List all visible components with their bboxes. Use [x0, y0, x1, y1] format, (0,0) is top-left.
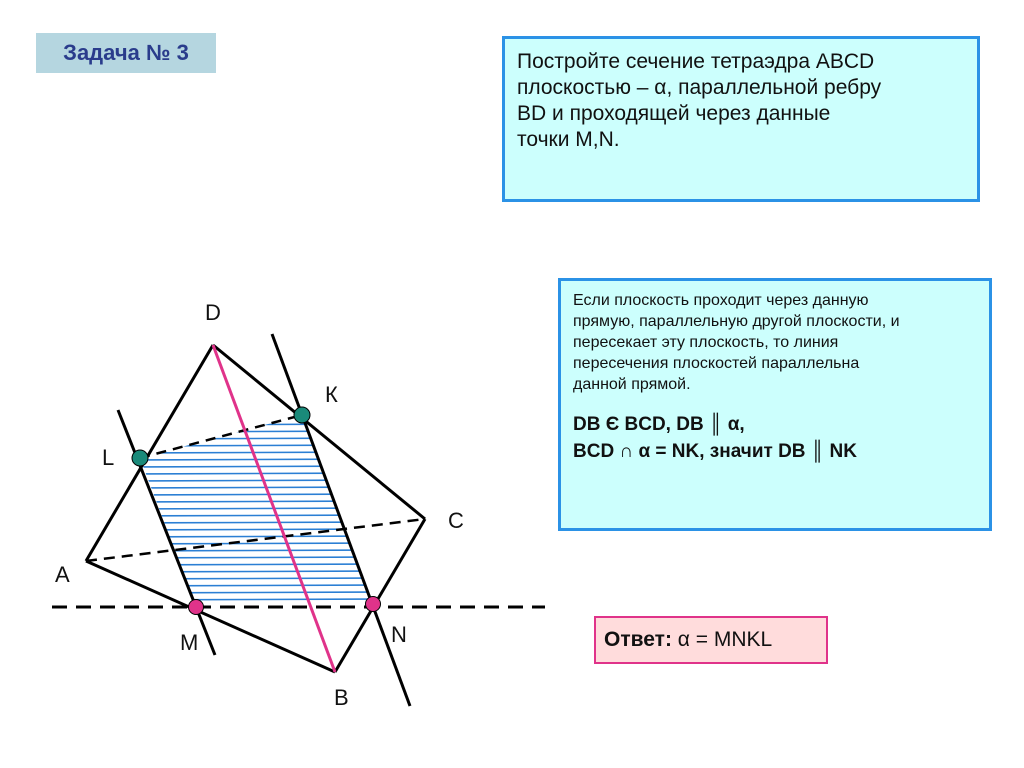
answer-label: Ответ:: [604, 628, 672, 651]
hatch-line: [120, 480, 390, 481]
hatch-line: [120, 529, 390, 530]
point-K: [294, 407, 310, 423]
hatch-line: [120, 501, 390, 502]
problem-line: BD и проходящей через данные: [517, 102, 831, 125]
label-L: L: [102, 445, 115, 470]
theorem-line: пересекает эту плоскость, то линия: [573, 334, 839, 351]
label-M: M: [180, 630, 199, 655]
hatch-line: [120, 445, 390, 446]
label-C: C: [448, 508, 464, 533]
hatch-line: [120, 585, 390, 586]
hatch-line: [120, 438, 390, 439]
point-N: [366, 597, 381, 612]
hatch-line: [120, 578, 390, 579]
theorem-line: данной прямой.: [573, 376, 691, 393]
label-N: N: [391, 622, 407, 647]
point-L: [132, 450, 148, 466]
hatch-line: [120, 536, 390, 537]
theorem-line: Если плоскость проходит через данную: [573, 292, 869, 309]
point-M: [189, 600, 204, 615]
hatch-line: [120, 557, 390, 558]
task-title: Задача № 3: [36, 33, 216, 73]
hatch-line: [120, 417, 390, 418]
hatch-line: [120, 571, 390, 572]
hatch-line: [120, 494, 390, 495]
label-A: A: [55, 562, 70, 587]
theorem-line: пересечения плоскостей параллельна: [573, 355, 860, 372]
hatch-line: [120, 473, 390, 474]
hatch-line: [120, 599, 390, 600]
label-D: D: [205, 300, 221, 325]
problem-line: плоскостью – α, параллельной ребру: [517, 76, 882, 99]
theorem-line: прямую, параллельную другой плоскости, и: [573, 313, 900, 330]
label-K: К: [325, 382, 338, 407]
hatch-line: [120, 487, 390, 488]
hatch-line: [120, 564, 390, 565]
answer-value: α = MNKL: [671, 628, 773, 651]
label-B: B: [334, 685, 349, 710]
formula-db-in-bcd: DB Є BCD, DB ║ α,: [573, 414, 745, 435]
hatch-line: [120, 508, 390, 509]
hatch-line: [120, 522, 390, 523]
hatch-line: [120, 424, 390, 425]
hatch-line: [120, 466, 390, 467]
problem-line: Постройте сечение тетраэдра ABCD: [517, 50, 875, 73]
problem-line: точки M,N.: [517, 128, 620, 151]
formula-intersection: BCD ∩ α = NK, значит DB ║ NK: [573, 441, 857, 462]
